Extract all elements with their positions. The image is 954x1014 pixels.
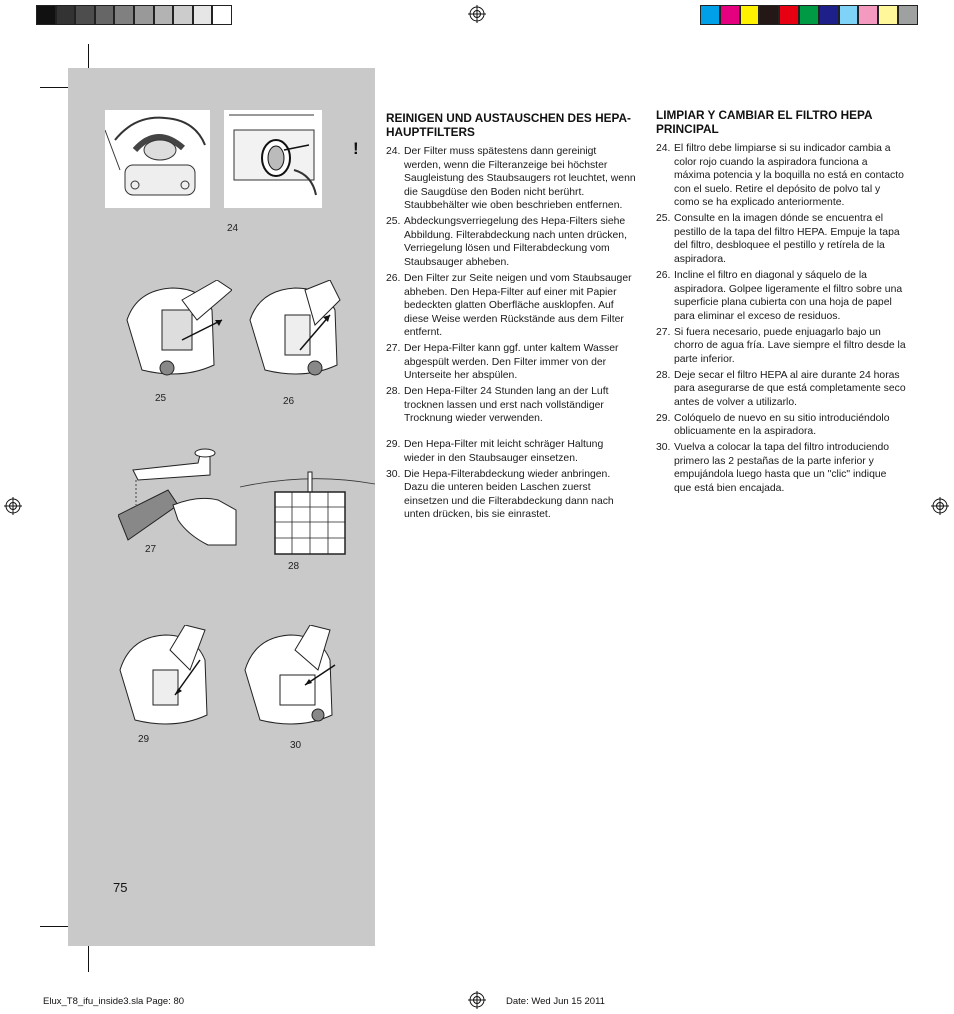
gray-swatch	[193, 5, 213, 25]
registration-mark-icon	[4, 497, 22, 515]
gray-swatch	[36, 5, 56, 25]
figure-label: 24	[227, 223, 239, 234]
instruction-item	[656, 142, 906, 210]
figure-label: 28	[288, 561, 300, 572]
step-text: Den Hepa-Filter 24 Stunden lang an der Luft trocknen lassen und erst nach vollständiger Trocknung wieder verwenden.	[404, 386, 609, 425]
step-number: 24.	[386, 146, 401, 157]
figure-29-insert-filter	[115, 625, 215, 730]
step-number: 30.	[656, 442, 671, 454]
step-text: Incline el filtro en diagonal y sáquelo de la aspiradora. Golpee ligeramente el filtro sobre una superficie plana cubierta con una hoja de papel para eliminar el exceso de residuos.	[674, 269, 903, 322]
step-number: 25.	[386, 216, 401, 228]
figure-30-refit-cover	[240, 625, 340, 730]
instruction-item	[656, 212, 906, 266]
color-swatch	[700, 5, 720, 25]
step-text: Consulte en la imagen dónde se encuentra el pestillo de la tapa del filtro HEPA. Empuje la tapa del filtro, desbloquee el pestillo y retírela de la aspiradora.	[674, 213, 900, 266]
step-text: Vuelva a colocar la tapa del filtro introduciendo primero las 2 pestañas de la parte inferior y empujándola luego hasta que un "clic" indique que está bien encajada.	[674, 442, 890, 495]
step-number: 28.	[656, 369, 671, 381]
step-text: Den Filter zur Seite neigen und vom Staubsauger abheben. Den Hepa-Filter auf einer mit Papier bedeckten glatten Oberfläche ausklopfen. Auf diese Weise werden Rückstände aus dem Filter entfernt.	[404, 272, 632, 339]
instruction-item	[656, 326, 906, 367]
instruction-item	[386, 215, 636, 269]
step-number: 27.	[386, 343, 401, 355]
color-swatch	[740, 5, 760, 25]
step-text: Si fuera necesario, puede enjuagarlo bajo un chorro de agua fría. Lave siempre el filtro desde la parte inferior.	[674, 326, 906, 365]
step-number: 30.	[386, 468, 401, 480]
step-number: 26.	[386, 272, 401, 284]
color-swatch	[858, 5, 878, 25]
step-number: 27.	[656, 326, 671, 338]
step-text: Abdeckungsverriegelung des Hepa-Filters siehe Abbildung. Filterabdeckung nach unten drücken, Verriegelung lösen und Filterabdeckung vom Staubsauger abheben.	[404, 216, 627, 269]
step-text: Der Hepa-Filter kann ggf. unter kaltem Wasser abgespült werden. Den Filter immer von der Unterseite her abspülen.	[404, 343, 619, 382]
gray-swatch	[75, 5, 95, 25]
registration-mark-icon	[931, 497, 949, 515]
step-text: Colóquelo de nuevo en su sitio introduciéndolo oblicuamente en la aspiradora.	[674, 412, 890, 438]
figure-28-dry-filter	[240, 462, 375, 562]
figure-27-rinse-filter	[118, 445, 238, 550]
figure-label: 29	[138, 734, 150, 745]
instruction-item	[386, 468, 636, 522]
german-heading: REINIGEN UND AUSTAUSCHEN DES HEPA-HAUPTFILTERS	[386, 111, 631, 139]
color-swatch	[759, 5, 779, 25]
step-number: 29.	[386, 439, 401, 451]
figure-label: 26	[283, 396, 295, 407]
warning-mark: !	[353, 139, 359, 158]
step-number: 26.	[656, 269, 671, 281]
instruction-item	[386, 342, 636, 383]
figure-label: 25	[155, 393, 167, 404]
instruction-item	[656, 269, 906, 323]
color-swatch	[799, 5, 819, 25]
gray-swatch	[114, 5, 134, 25]
color-swatch	[898, 5, 918, 25]
figure-24-filter-indicator	[224, 110, 322, 208]
footer-date: Date: Wed Jun 15 2011	[506, 996, 605, 1007]
step-number: 29.	[656, 412, 671, 424]
figure-label: 27	[145, 544, 157, 555]
instruction-item	[656, 369, 906, 410]
color-swatch	[878, 5, 898, 25]
instruction-item	[386, 272, 636, 340]
figure-26-remove-filter	[245, 280, 355, 380]
spanish-heading: LIMPIAR Y CAMBIAR EL FILTRO HEPA PRINCIPAL	[656, 108, 873, 136]
figure-25-open-filter-cover	[122, 280, 232, 380]
instruction-item	[656, 412, 906, 439]
step-number: 28.	[386, 386, 401, 398]
registration-mark-icon	[468, 991, 486, 1009]
color-swatch	[819, 5, 839, 25]
color-swatch	[779, 5, 799, 25]
gray-swatch	[95, 5, 115, 25]
step-text: Deje secar el filtro HEPA al aire durante 24 horas para asegurarse de que está completamente seco antes de volver a utilizarlo.	[674, 369, 906, 408]
spanish-section	[656, 108, 906, 498]
figure-24-dust-container	[105, 110, 210, 208]
spanish-instructions	[656, 142, 906, 496]
instruction-item	[386, 438, 636, 465]
gray-swatch	[134, 5, 154, 25]
instruction-item	[656, 441, 906, 495]
gray-swatch	[154, 5, 174, 25]
german-section	[386, 111, 636, 524]
german-instructions	[386, 145, 636, 522]
registration-mark-icon	[468, 5, 486, 23]
footer-file-info: Elux_T8_ifu_inside3.sla Page: 80	[43, 996, 185, 1007]
instruction-item	[386, 145, 636, 213]
page-number: 75	[113, 880, 128, 895]
color-swatch	[720, 5, 740, 25]
instruction-item	[386, 385, 636, 426]
gray-swatch	[173, 5, 193, 25]
gray-swatch	[212, 5, 232, 25]
step-number: 24.	[656, 143, 671, 154]
figure-label: 30	[290, 740, 302, 751]
color-swatch	[839, 5, 859, 25]
step-text: Die Hepa-Filterabdeckung wieder anbringen. Dazu die unteren beiden Laschen zuerst einsetzen und die Filterabdeckung dann nach unten drücken, bis sie einrastet.	[404, 468, 614, 521]
step-number: 25.	[656, 213, 671, 225]
step-text: Der Filter muss spätestens dann gereinigt werden, wenn die Filteranzeige bei höchster Saugleistung des Staubsaugers rot leuchtet, wenn die Saugdüse den Boden nicht berührt. Staubbehälter wie oben beschrieben entfernen.	[404, 146, 636, 212]
step-text: El filtro debe limpiarse si su indicador cambia a color rojo cuando la aspiradora funciona a máxima potencia y la boquilla no está en contacto con el suelo. Retire el depósito de polvo tal y como se ha explicado anteriormente.	[674, 143, 904, 209]
step-text: Den Hepa-Filter mit leicht schräger Haltung wieder in den Staubsauger einsetzen.	[404, 439, 604, 464]
gray-swatch	[56, 5, 76, 25]
